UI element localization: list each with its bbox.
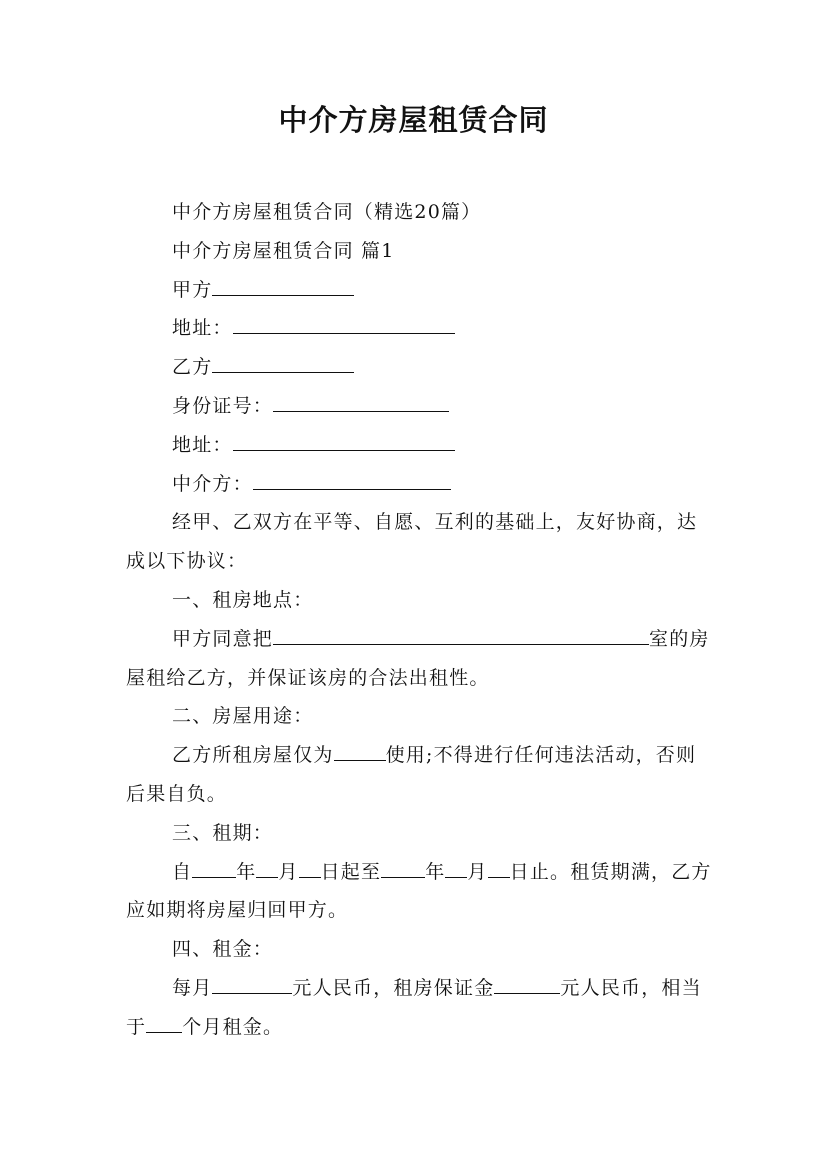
- usage-blank: [334, 738, 386, 761]
- clause-4-end: 个月租金。: [182, 1015, 284, 1038]
- clause-3-month-2: 月: [467, 860, 488, 883]
- party-b-blank: [212, 350, 354, 373]
- months-blank: [146, 1010, 182, 1033]
- clause-4-heading: 四、租金：: [172, 938, 274, 961]
- agent-line: [126, 465, 716, 504]
- clause-4-equivalent: 元人民币，相当于: [126, 976, 702, 1038]
- clause-3-end: 日止。租赁期满，乙方应如期将房屋归回甲方。: [126, 860, 712, 922]
- id-number-label: 身份证号：: [172, 394, 274, 417]
- clause-1-text: [126, 620, 716, 698]
- clause-3-heading: 三、租期：: [172, 821, 274, 844]
- clause-3-from: 自: [172, 860, 193, 883]
- address-label-1: 地址：: [172, 317, 233, 340]
- address-blank-1: [233, 311, 455, 334]
- address-label-2: 地址：: [172, 433, 233, 456]
- id-number-blank: [273, 389, 449, 412]
- address-line-2: [126, 426, 716, 465]
- start-month-blank: [256, 855, 278, 878]
- clause-3-month-1: 月: [278, 860, 299, 883]
- intro-paragraph: 经甲、乙双方在平等、自愿、互利的基础上，友好协商，达成以下协议：: [126, 511, 698, 573]
- clause-3-text: [126, 853, 716, 931]
- party-b-label: 乙方: [172, 356, 213, 379]
- clause-4-text: [126, 969, 716, 1047]
- clause-4-deposit: 元人民币，租房保证金: [292, 976, 495, 999]
- start-year-blank: [192, 855, 236, 878]
- party-a-label: 甲方: [172, 278, 213, 301]
- clause-1-text-a: 甲方同意把: [172, 627, 274, 650]
- clause-3-to: 日起至: [320, 860, 382, 883]
- end-day-blank: [488, 855, 510, 878]
- deposit-blank: [494, 971, 560, 994]
- rent-blank: [212, 971, 292, 994]
- document-title: 中介方房屋租赁合同: [278, 103, 549, 137]
- start-day-blank: [299, 855, 321, 878]
- party-a-line: [126, 271, 716, 310]
- clause-3-year-2: 年: [425, 860, 446, 883]
- agent-blank: [253, 467, 451, 490]
- end-month-blank: [445, 855, 467, 878]
- party-a-blank: [212, 273, 354, 296]
- room-blank: [273, 622, 649, 645]
- clause-3-year-1: 年: [236, 860, 257, 883]
- clause-1-text-b: 室的房屋租给乙方，并保证该房的合法出租性。: [126, 627, 710, 689]
- address-blank-2: [233, 428, 455, 451]
- clause-2-heading: 二、房屋用途：: [172, 705, 314, 728]
- end-year-blank: [381, 855, 425, 878]
- address-line-1: [126, 309, 716, 348]
- clause-1-heading: 一、租房地点：: [172, 588, 314, 611]
- subtitle-line: 中介方房屋租赁合同（精选20篇）: [172, 201, 482, 223]
- section-heading: 中介方房屋租赁合同 篇1: [172, 239, 395, 262]
- id-number-line: [126, 387, 716, 426]
- party-b-line: [126, 348, 716, 387]
- agent-label: 中介方：: [172, 472, 253, 495]
- clause-2-text-a: 乙方所租房屋仅为: [172, 744, 334, 767]
- clause-4-monthly: 每月: [172, 976, 213, 999]
- clause-2-text: [126, 736, 716, 814]
- document-body: [126, 193, 716, 1047]
- clause-2-text-b: 使用;不得进行任何违法活动，否则后果自负。: [126, 744, 697, 805]
